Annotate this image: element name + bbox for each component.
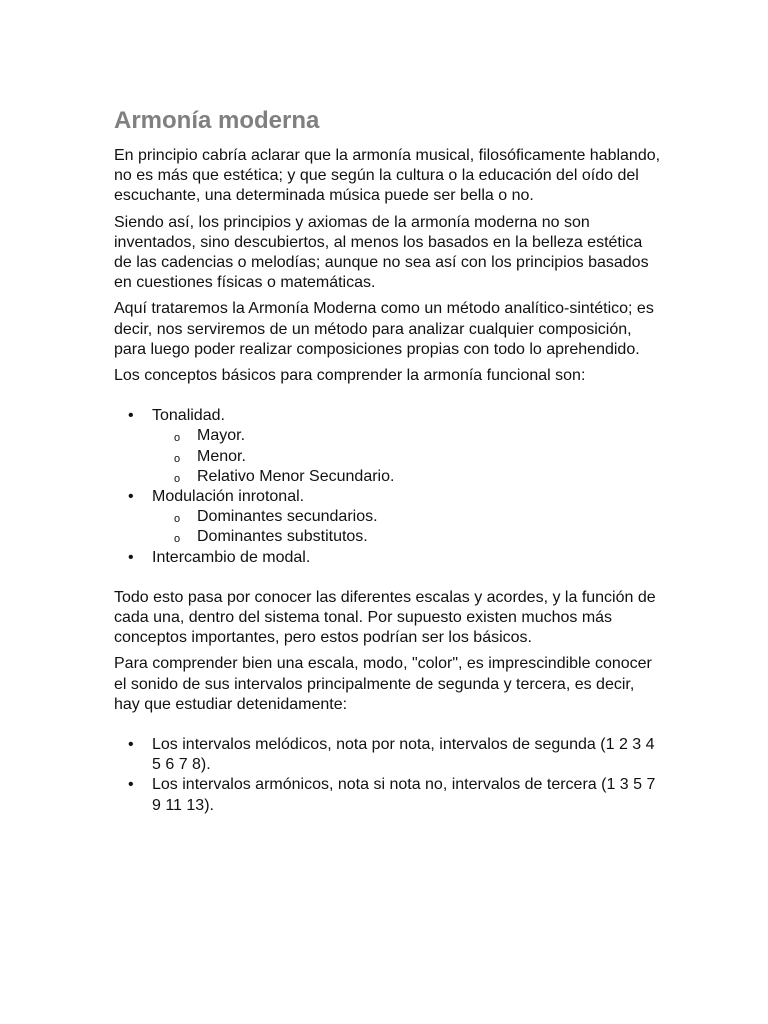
sub-list-item <box>152 467 662 487</box>
sub-list-item <box>152 507 662 527</box>
sub-list-item-label: Relativo Menor Secundario. <box>197 467 395 485</box>
concepts-list <box>114 406 662 568</box>
sub-list-item <box>152 447 662 467</box>
sub-list-item-label: Mayor. <box>197 427 246 445</box>
circle-bullet-icon: o <box>174 513 181 526</box>
list-item <box>114 548 662 568</box>
circle-bullet-icon: o <box>174 472 181 485</box>
paragraph: Para comprender bien una escala, modo, "color", es imprescindible conocer el sonido de sus intervalos principalmente de segunda y tercera, es decir, hay que estudiar detenidamente: <box>114 655 652 713</box>
paragraph: Aquí trataremos la Armonía Moderna como un método analítico-sintético; es decir, nos serviremos de un método para analizar cualquier composición, para luego poder realizar composiciones propias con todo lo aprehendido. <box>114 300 654 358</box>
list-item-label: Tonalidad. <box>152 407 225 425</box>
paragraph: Todo esto pasa por conocer las diferentes escalas y acordes, y la función de cada una, dentro del sistema tonal. Por supuesto existen muchos más conceptos importantes, pero estos podrían ser los básicos. <box>114 588 656 647</box>
bullet-icon: • <box>128 776 134 794</box>
paragraph: Siendo así, los principios y axiomas de la armonía moderna no son inventados, sino descubiertos, al menos los basados en la belleza estética de las cadencias o melodías; aunque no sea así con los principios basados en cuestiones físicas o matemáticas. <box>114 213 649 292</box>
bullet-icon: • <box>128 407 134 425</box>
paragraph: Los conceptos básicos para comprender la armonía funcional son: <box>114 367 586 385</box>
sub-list-item-label: Dominantes substitutos. <box>197 528 368 546</box>
sub-list <box>152 426 662 487</box>
document-page <box>114 106 662 836</box>
sub-list <box>152 507 662 547</box>
list-item-label: Los intervalos armónicos, nota si nota no, intervalos de tercera (1 3 5 7 9 11 13). <box>152 776 656 814</box>
list-item <box>114 406 662 487</box>
circle-bullet-icon: o <box>174 533 181 546</box>
list-item-label: Modulación inrotonal. <box>152 488 305 506</box>
bullet-icon: • <box>128 488 134 506</box>
bullet-icon: • <box>128 736 134 754</box>
bullet-icon: • <box>128 548 134 566</box>
sub-list-item-label: Dominantes secundarios. <box>197 508 378 526</box>
list-item-label: Intercambio de modal. <box>152 548 311 566</box>
circle-bullet-icon: o <box>174 452 181 465</box>
intervals-list <box>114 735 662 816</box>
paragraph: En principio cabría aclarar que la armonía musical, filosóficamente hablando, no es más que estética; y que según la cultura o la educación del oído del escuchante, una determinada música puede ser bella o no. <box>114 147 661 205</box>
list-item <box>114 487 662 548</box>
sub-list-item <box>152 426 662 446</box>
sub-list-item <box>152 527 662 547</box>
list-item <box>114 775 662 815</box>
list-item <box>114 735 662 775</box>
list-item-label: Los intervalos melódicos, nota por nota, intervalos de segunda (1 2 3 4 5 6 7 8). <box>152 736 655 774</box>
page-title: Armonía moderna <box>114 107 320 134</box>
circle-bullet-icon: o <box>174 432 181 445</box>
sub-list-item-label: Menor. <box>197 447 246 465</box>
